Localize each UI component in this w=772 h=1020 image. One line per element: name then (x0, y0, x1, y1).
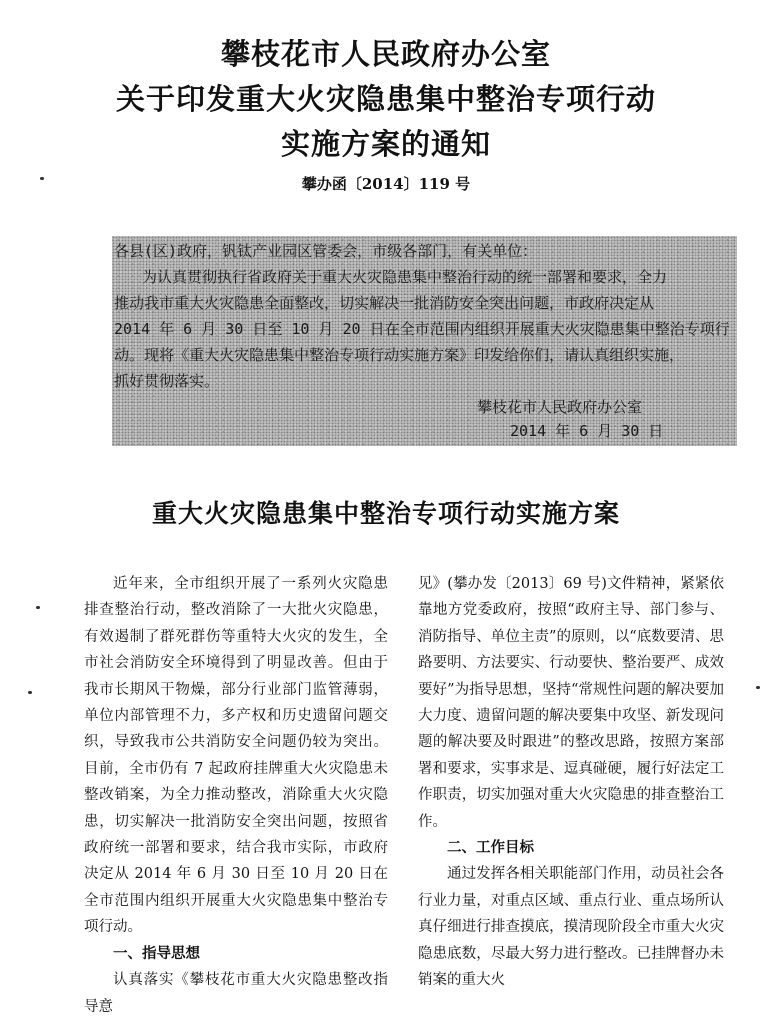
plan-title: 重大火灾隐患集中整治专项行动实施方案 (151, 499, 620, 528)
notice-body-line-5: 抓好贯彻落实。 (114, 372, 220, 390)
scan-speck (40, 177, 44, 180)
section-1-heading: 一、指导思想 (113, 944, 200, 962)
scan-speck (28, 691, 32, 694)
notice-body-line-2: 推动我市重大火灾隐患全面整改，切实解决一批消防安全突出问题，市政府决定从 (114, 294, 655, 312)
section-1-paragraph-start: 认真落实《攀枝花市重大火灾隐患整改指导意 (84, 972, 388, 1015)
notice-body-line-1: 为认真贯彻执行省政府关于重大火灾隐患集中整治行动的统一部署和要求，全力 (142, 268, 668, 286)
section-2-heading: 二、工作目标 (447, 839, 534, 857)
notice-body-line-3: 2014 年 6 月 30 日至 10 月 20 日在全市范围内组织开展重大火灾隐患集中整治专项行 (114, 320, 730, 338)
section-2-paragraph: 通过发挥各相关职能部门作用，动员社会各行业力量，对重点区域、重点行业、重点场所认真仔细进行排查摸底，摸清现阶段全市重大火灾隐患底数，尽最大努力进行整改。已挂牌督办未销案的重大火 (418, 866, 724, 989)
title-line-3: 实施方案的通知 (280, 127, 491, 161)
scan-speck (36, 606, 40, 609)
left-column (84, 571, 388, 1020)
title-line-2: 关于印发重大火灾隐患集中整治专项行动 (115, 82, 656, 116)
title-line-1: 攀枝花市人民政府办公室 (220, 37, 551, 71)
notice-date: 2014 年 6 月 30 日 (510, 422, 664, 440)
notice-box (112, 236, 737, 446)
notice-signature: 攀枝花市人民政府办公室 (477, 398, 643, 416)
notice-addressee: 各县(区)政府，钒钛产业园区管委会，市级各部门，有关单位： (114, 242, 538, 260)
document-number: 攀办函〔2014〕119 号 (301, 175, 471, 193)
right-column (418, 571, 724, 994)
scan-speck (756, 686, 760, 689)
notice-body-line-4: 动。现将《重大火灾隐患集中整治专项行动实施方案》印发给你们，请认真组织实施， (114, 346, 685, 364)
section-1-paragraph-continued: 见》(攀办发〔2013〕69 号)文件精神，紧紧依靠地方党委政府，按照“政府主导、部门参与、消防指导、单位主责”的原则，以“底数要清、思路要明、方法要实、行动要快、整治要严、成效要好”为指导思想，坚持“常规性问题的解决要加大力度、遗留问题的解决要集中攻坚、新发现问题的解决要及时跟进”的整改思路，按照方案部署和要求，实事求是、逗真碰硬，履行好法定工作职责，切实加强对重大火灾隐患的排查整治工作。 (418, 576, 724, 830)
intro-paragraph: 近年来，全市组织开展了一系列火灾隐患排查整治行动，整改消除了一大批火灾隐患，有效遏制了群死群伤等重特大火灾的发生，全市社会消防安全环境得到了明显改善。但由于我市长期风干物燥，部分行业部门监管薄弱，单位内部管理不力，多产权和历史遗留问题交织，导致我市公共消防安全问题仍较为突出。目前，全市仍有 7 起政府挂牌重大火灾隐患未整改销案，为全力推动整改，消除重大火灾隐患，切实解决一批消防安全突出问题，按照省政府统一部署和要求，结合我市实际，市政府决定从 2014 年 6 月 30 日至 10 月 20 日在全市范围内组织开展重大火灾隐患集中整治专项行动。 (84, 576, 388, 936)
